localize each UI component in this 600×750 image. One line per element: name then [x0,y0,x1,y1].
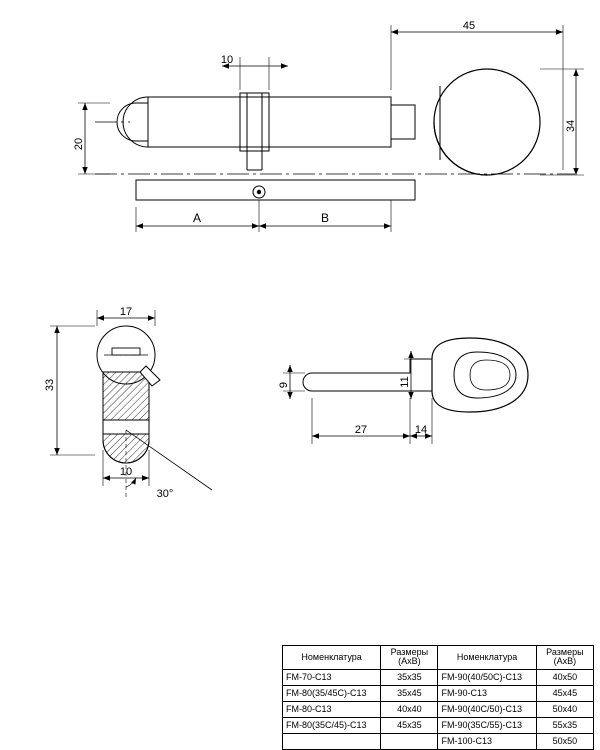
header-name-right-text: Номенклатура [456,651,518,662]
row-1-size-left: 35х45 [381,685,438,701]
header-size-right-line1: Размеры [546,647,584,657]
dim-27: 27 [354,424,368,436]
dim-45: 45 [462,20,476,32]
row-2-size-left: 40х40 [381,701,438,717]
table-row [283,669,594,685]
dim-17: 17 [119,306,133,318]
row-2-name-right: FM-90(40C/50)-C13 [438,701,536,717]
row-2-size-right: 50х40 [536,701,593,717]
view-cylinder-top [78,25,584,232]
row-3-name-left: FM-80(35C/45)-C13 [283,717,381,733]
table-row [283,717,594,733]
dim-30-deg: 30° [156,488,174,500]
dim-A: A [192,211,202,225]
row-0-size-left: 35х35 [381,669,438,685]
dim-11: 11 [399,376,411,388]
header-size-left-line2: (AxB) [398,656,421,667]
header-size-right [536,646,593,670]
dim-33: 33 [44,378,56,392]
row-1-size-right: 45х45 [536,685,593,701]
row-3-size-right: 55х35 [536,717,593,733]
header-size-left [381,646,438,670]
view-knob-side [283,338,528,444]
row-4-name-left [283,733,381,749]
header-name-left [283,646,381,670]
dim-14: 14 [414,424,428,436]
dim-9: 9 [278,381,290,389]
row-0-name-right: FM-90(40/50C)-C13 [438,669,536,685]
row-2-name-left: FM-80-C13 [283,701,381,717]
dim-B: B [320,211,330,225]
row-3-name-right: FM-90(35C/55)-C13 [438,717,536,733]
row-4-size-right: 50х50 [536,733,593,749]
dim-10-section: 10 [119,466,133,478]
table-row [283,701,594,717]
row-0-size-right: 40х50 [536,669,593,685]
row-4-size-left [381,733,438,749]
row-4-name-right: FM-100-C13 [438,733,536,749]
table-row [283,733,594,749]
row-1-name-left: FM-80(35/45C)-C13 [283,685,381,701]
row-3-size-left: 45х35 [381,717,438,733]
dim-20: 20 [73,137,85,151]
dim-34: 34 [565,119,577,133]
table-row [283,685,594,701]
table-header-row [283,646,594,670]
header-size-left-line1: Размеры [390,647,429,657]
row-1-name-right: FM-90-C13 [438,685,536,701]
row-0-name-left: FM-70-C13 [283,669,381,685]
header-name-left-text: Номенклатура [301,651,362,662]
specification-table [282,645,594,750]
header-name-right [438,646,536,670]
header-size-right-line2: (AxB) [553,656,577,667]
dim-10-top: 10 [220,54,234,66]
